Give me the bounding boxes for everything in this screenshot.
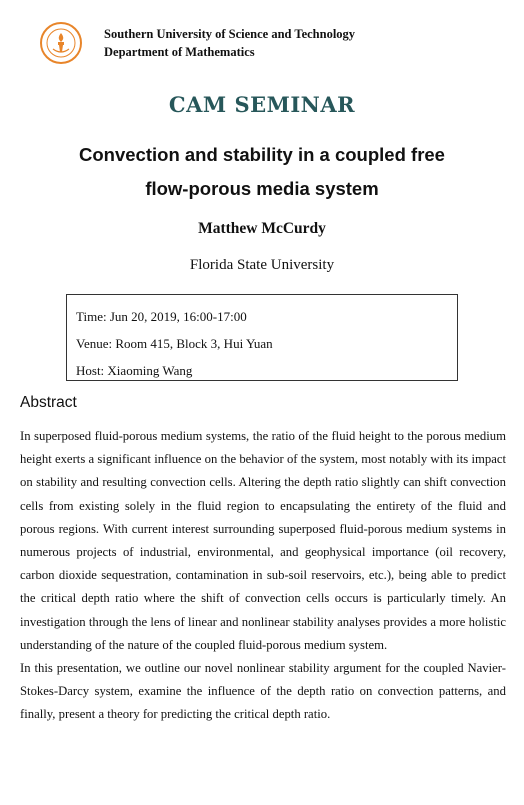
abstract-body [20, 425, 506, 727]
abstract-heading: Abstract [20, 394, 77, 411]
university-name: Southern University of Science and Technology [104, 27, 356, 41]
talk-title-line-1: Convection and stability in a coupled free [79, 144, 445, 165]
event-host: Host: Xiaoming Wang [76, 363, 193, 378]
event-venue: Venue: Room 415, Block 3, Hui Yuan [76, 336, 273, 351]
speaker-affiliation: Florida State University [189, 257, 335, 273]
speaker-name: Matthew McCurdy [198, 220, 326, 237]
event-time: Time: Jun 20, 2019, 16:00-17:00 [76, 309, 247, 324]
header [40, 22, 355, 64]
institution-block [104, 25, 355, 61]
university-torch-seal-icon [40, 22, 82, 64]
talk-title-line-2: flow-porous media system [145, 178, 379, 199]
abstract-paragraph-1: In superposed fluid-porous medium systems, the ratio of the fluid height to the porous medium height exerts a significant influence on the behavior of the system, most notably with its impact on stability and resulting convection cells. Altering the depth ratio slightly can shift convection cells from existing solely in the fluid region to encapsulating the entirety of the fluid and porous regions. With current interest surrounding superposed fluid-porous medium systems in numerous projects of industrial, environmental, and geophysical importance (oil recovery, carbon dioxide sequestration, contamination in sub-soil reservoirs, etc.), being able to predict the critical depth ratio where the shift of convection cells occurs is particularly timely. An investigation through the lens of linear and nonlinear stability analyses provides a more holistic understanding of the nature of the coupled fluid-porous medium system. [20, 429, 506, 652]
department-name: Department of Mathematics [104, 45, 255, 59]
event-details-box [66, 294, 458, 381]
seminar-series-title: CAM SEMINAR [168, 92, 356, 117]
talk-title [40, 138, 484, 206]
abstract-paragraph-2: In this presentation, we outline our novel nonlinear stability argument for the coupled Navier-Stokes-Darcy system, examine the influence of the depth ratio on convection patterns, and finally, present a theory for predicting the critical depth ratio. [20, 661, 506, 722]
